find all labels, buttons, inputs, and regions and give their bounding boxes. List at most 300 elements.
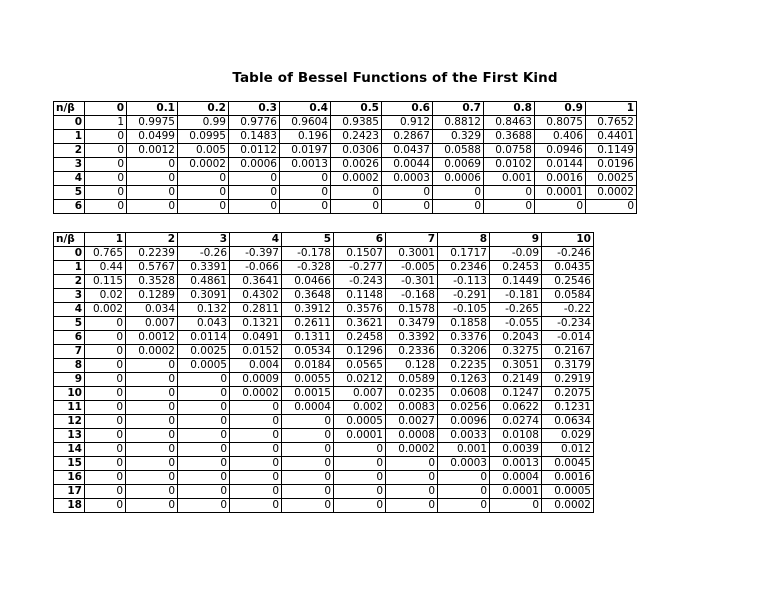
value-cell: 0.2423: [331, 130, 382, 144]
value-cell: 0.3275: [490, 345, 542, 359]
value-cell: 0.406: [535, 130, 586, 144]
value-cell: 0.196: [280, 130, 331, 144]
beta-header-cell: 1: [586, 102, 637, 116]
value-cell: 0.3688: [484, 130, 535, 144]
value-cell: 0.0045: [542, 457, 594, 471]
value-cell: 0: [484, 200, 535, 214]
value-cell: 0: [386, 457, 438, 471]
value-cell: 0.0005: [542, 485, 594, 499]
table-row: [54, 401, 594, 415]
value-cell: 0: [229, 200, 280, 214]
value-cell: 0: [126, 415, 178, 429]
value-cell: 0: [230, 457, 282, 471]
value-cell: 0.001: [438, 443, 490, 457]
value-cell: 0: [282, 443, 334, 457]
value-cell: 0.0001: [334, 429, 386, 443]
value-cell: 0: [282, 429, 334, 443]
value-cell: 0: [178, 387, 230, 401]
value-cell: 0.9776: [229, 116, 280, 130]
value-cell: 0: [282, 471, 334, 485]
order-n-cell: 4: [54, 172, 85, 186]
value-cell: 0.1449: [490, 275, 542, 289]
order-n-cell: 9: [54, 373, 85, 387]
value-cell: 0.3392: [386, 331, 438, 345]
table-row: [54, 130, 637, 144]
value-cell: 0: [127, 172, 178, 186]
value-cell: 0.2811: [230, 303, 282, 317]
value-cell: -0.066: [230, 261, 282, 275]
value-cell: 0: [178, 443, 230, 457]
value-cell: -0.301: [386, 275, 438, 289]
value-cell: 0.3479: [386, 317, 438, 331]
value-cell: -0.277: [334, 261, 386, 275]
value-cell: 0: [85, 331, 126, 345]
value-cell: 0: [334, 499, 386, 513]
value-cell: 0.0012: [127, 144, 178, 158]
value-cell: 0.0435: [542, 261, 594, 275]
value-cell: 0.1247: [490, 387, 542, 401]
value-cell: 0: [229, 172, 280, 186]
value-cell: 0.001: [484, 172, 535, 186]
value-cell: -0.265: [490, 303, 542, 317]
value-cell: 0.0144: [535, 158, 586, 172]
value-cell: 0.0534: [282, 345, 334, 359]
value-cell: 0: [85, 200, 127, 214]
value-cell: 0.115: [85, 275, 126, 289]
value-cell: 0.002: [85, 303, 126, 317]
value-cell: 0: [178, 172, 229, 186]
value-cell: 0.1717: [438, 247, 490, 261]
value-cell: 0: [382, 200, 433, 214]
table-row: [54, 429, 594, 443]
value-cell: -0.397: [230, 247, 282, 261]
value-cell: 0.0622: [490, 401, 542, 415]
value-cell: 0.02: [85, 289, 126, 303]
value-cell: 0.0002: [178, 158, 229, 172]
value-cell: 0.0002: [586, 186, 637, 200]
value-cell: 0.3912: [282, 303, 334, 317]
value-cell: 0.0608: [438, 387, 490, 401]
beta-header-cell: 9: [490, 233, 542, 247]
table-row: [54, 443, 594, 457]
value-cell: 0.0001: [535, 186, 586, 200]
value-cell: 0.0102: [484, 158, 535, 172]
order-n-cell: 6: [54, 200, 85, 214]
beta-header-cell: 2: [126, 233, 178, 247]
value-cell: 0.3391: [178, 261, 230, 275]
page-title: Table of Bessel Functions of the First Kind: [232, 70, 558, 86]
table-row: [54, 289, 594, 303]
value-cell: -0.246: [542, 247, 594, 261]
value-cell: 0.3641: [230, 275, 282, 289]
value-cell: 0: [438, 485, 490, 499]
corner-header-cell: n/β: [54, 102, 85, 116]
value-cell: 0.0039: [490, 443, 542, 457]
value-cell: 0.0466: [282, 275, 334, 289]
value-cell: 0.2149: [490, 373, 542, 387]
table-row: [54, 144, 637, 158]
value-cell: 0: [230, 471, 282, 485]
value-cell: 0.4401: [586, 130, 637, 144]
value-cell: -0.055: [490, 317, 542, 331]
value-cell: 0.1507: [334, 247, 386, 261]
value-cell: 0: [490, 499, 542, 513]
value-cell: 0.0013: [280, 158, 331, 172]
order-n-cell: 10: [54, 387, 85, 401]
value-cell: 0.2346: [438, 261, 490, 275]
value-cell: 0.0008: [386, 429, 438, 443]
value-cell: 0.0437: [382, 144, 433, 158]
value-cell: 0.005: [178, 144, 229, 158]
value-cell: 0: [126, 485, 178, 499]
value-cell: 0.8463: [484, 116, 535, 130]
table-row: [54, 471, 594, 485]
value-cell: 0: [127, 200, 178, 214]
value-cell: 0.0184: [282, 359, 334, 373]
beta-header-cell: 0.2: [178, 102, 229, 116]
value-cell: 0.7652: [586, 116, 637, 130]
beta-header-cell: 0.7: [433, 102, 484, 116]
value-cell: -0.113: [438, 275, 490, 289]
value-cell: 0: [386, 485, 438, 499]
order-n-cell: 16: [54, 471, 85, 485]
value-cell: 0.3091: [178, 289, 230, 303]
value-cell: 0: [386, 499, 438, 513]
value-cell: 0.0055: [282, 373, 334, 387]
value-cell: 0.0002: [126, 345, 178, 359]
value-cell: 0: [386, 471, 438, 485]
order-n-cell: 1: [54, 261, 85, 275]
value-cell: 0.0016: [535, 172, 586, 186]
value-cell: 0.3648: [282, 289, 334, 303]
value-cell: -0.014: [542, 331, 594, 345]
value-cell: 0.1321: [230, 317, 282, 331]
order-n-cell: 14: [54, 443, 85, 457]
order-n-cell: 13: [54, 429, 85, 443]
value-cell: 0.1231: [542, 401, 594, 415]
value-cell: 0.0995: [178, 130, 229, 144]
value-cell: 0: [85, 415, 126, 429]
value-cell: 0: [178, 485, 230, 499]
value-cell: 0: [85, 373, 126, 387]
beta-header-cell: 0.8: [484, 102, 535, 116]
value-cell: 0.1296: [334, 345, 386, 359]
value-cell: 0: [331, 186, 382, 200]
table-row: [54, 116, 637, 130]
value-cell: 0.0013: [490, 457, 542, 471]
table-row: [54, 172, 637, 186]
value-cell: 0.0584: [542, 289, 594, 303]
value-cell: 0: [126, 429, 178, 443]
value-cell: 0: [85, 429, 126, 443]
order-n-cell: 3: [54, 289, 85, 303]
value-cell: 0: [126, 499, 178, 513]
value-cell: 0.4302: [230, 289, 282, 303]
value-cell: 0: [85, 471, 126, 485]
beta-header-cell: 8: [438, 233, 490, 247]
value-cell: 0.2043: [490, 331, 542, 345]
value-cell: 0.034: [126, 303, 178, 317]
beta-header-cell: 4: [230, 233, 282, 247]
value-cell: 0: [230, 401, 282, 415]
value-cell: 0.2611: [282, 317, 334, 331]
value-cell: 0: [126, 401, 178, 415]
table-row: [54, 186, 637, 200]
value-cell: 0.1148: [334, 289, 386, 303]
value-cell: 0.1483: [229, 130, 280, 144]
value-cell: 0.1149: [586, 144, 637, 158]
value-cell: 0.0114: [178, 331, 230, 345]
value-cell: 0: [85, 485, 126, 499]
value-cell: 0.0003: [382, 172, 433, 186]
value-cell: 0.2919: [542, 373, 594, 387]
value-cell: 0.043: [178, 317, 230, 331]
value-cell: 0.2336: [386, 345, 438, 359]
value-cell: 0.0001: [490, 485, 542, 499]
value-cell: 0.0499: [127, 130, 178, 144]
header-row: [54, 102, 637, 116]
order-n-cell: 18: [54, 499, 85, 513]
value-cell: 0: [433, 186, 484, 200]
value-cell: 0: [178, 499, 230, 513]
table-row: [54, 317, 594, 331]
table-row: [54, 373, 594, 387]
value-cell: 0.912: [382, 116, 433, 130]
value-cell: 0.0196: [586, 158, 637, 172]
value-cell: 0: [126, 471, 178, 485]
value-cell: 0: [85, 387, 126, 401]
value-cell: -0.328: [282, 261, 334, 275]
value-cell: 0.0197: [280, 144, 331, 158]
order-n-cell: 0: [54, 116, 85, 130]
order-n-cell: 15: [54, 457, 85, 471]
value-cell: 0.0588: [433, 144, 484, 158]
value-cell: 0.2167: [542, 345, 594, 359]
value-cell: 0.9385: [331, 116, 382, 130]
table-row: [54, 499, 594, 513]
value-cell: 0.3051: [490, 359, 542, 373]
table-row: [54, 387, 594, 401]
value-cell: 0: [127, 186, 178, 200]
value-cell: -0.09: [490, 247, 542, 261]
value-cell: 0: [85, 457, 126, 471]
beta-header-cell: 1: [85, 233, 126, 247]
bessel-table-large-beta: [53, 232, 594, 513]
value-cell: 0: [282, 499, 334, 513]
value-cell: 0.0027: [386, 415, 438, 429]
order-n-cell: 11: [54, 401, 85, 415]
value-cell: 0.329: [433, 130, 484, 144]
value-cell: 0.8812: [433, 116, 484, 130]
value-cell: 0.0004: [490, 471, 542, 485]
value-cell: 0.0015: [282, 387, 334, 401]
value-cell: 0: [230, 443, 282, 457]
beta-header-cell: 0.4: [280, 102, 331, 116]
value-cell: 0.0002: [331, 172, 382, 186]
value-cell: 0: [535, 200, 586, 214]
value-cell: -0.26: [178, 247, 230, 261]
value-cell: 0: [438, 471, 490, 485]
value-cell: 0.0589: [386, 373, 438, 387]
value-cell: 0.0004: [282, 401, 334, 415]
value-cell: 0.1578: [386, 303, 438, 317]
value-cell: 0.0235: [386, 387, 438, 401]
value-cell: 0: [230, 415, 282, 429]
corner-header-cell: n/β: [54, 233, 85, 247]
table-row: [54, 247, 594, 261]
value-cell: 0: [230, 485, 282, 499]
order-n-cell: 3: [54, 158, 85, 172]
value-cell: 0: [85, 359, 126, 373]
value-cell: 0.2239: [126, 247, 178, 261]
value-cell: 0.1311: [282, 331, 334, 345]
order-n-cell: 6: [54, 331, 85, 345]
value-cell: 0.029: [542, 429, 594, 443]
value-cell: 0: [230, 499, 282, 513]
beta-header-cell: 0.9: [535, 102, 586, 116]
table-row: [54, 359, 594, 373]
table-row: [54, 331, 594, 345]
value-cell: 0.0212: [334, 373, 386, 387]
value-cell: 0.0033: [438, 429, 490, 443]
value-cell: 0.0491: [230, 331, 282, 345]
beta-header-cell: 7: [386, 233, 438, 247]
order-n-cell: 4: [54, 303, 85, 317]
value-cell: -0.168: [386, 289, 438, 303]
value-cell: 0: [282, 485, 334, 499]
value-cell: 0.99: [178, 116, 229, 130]
value-cell: 0.5767: [126, 261, 178, 275]
value-cell: 0: [85, 317, 126, 331]
value-cell: 0: [282, 457, 334, 471]
value-cell: 0: [282, 415, 334, 429]
beta-header-cell: 10: [542, 233, 594, 247]
value-cell: 0.2453: [490, 261, 542, 275]
order-n-cell: 2: [54, 275, 85, 289]
value-cell: 0.002: [334, 401, 386, 415]
value-cell: 0: [127, 158, 178, 172]
value-cell: 0.765: [85, 247, 126, 261]
value-cell: -0.291: [438, 289, 490, 303]
value-cell: 0.0005: [178, 359, 230, 373]
value-cell: 0.0069: [433, 158, 484, 172]
value-cell: 0.0002: [386, 443, 438, 457]
table-row: [54, 485, 594, 499]
table-row: [54, 345, 594, 359]
order-n-cell: 5: [54, 317, 85, 331]
table-row: [54, 275, 594, 289]
table-row: [54, 457, 594, 471]
order-n-cell: 1: [54, 130, 85, 144]
value-cell: 0: [178, 415, 230, 429]
value-cell: 0: [484, 186, 535, 200]
value-cell: -0.178: [282, 247, 334, 261]
order-n-cell: 0: [54, 247, 85, 261]
value-cell: 0.2075: [542, 387, 594, 401]
value-cell: 0: [85, 186, 127, 200]
value-cell: 0: [331, 200, 382, 214]
value-cell: 0.0758: [484, 144, 535, 158]
value-cell: 0.0006: [433, 172, 484, 186]
value-cell: 0.0005: [334, 415, 386, 429]
value-cell: 0.2546: [542, 275, 594, 289]
value-cell: 0.0152: [230, 345, 282, 359]
value-cell: 0: [334, 471, 386, 485]
value-cell: 0: [85, 345, 126, 359]
value-cell: 0.0256: [438, 401, 490, 415]
value-cell: 0: [178, 373, 230, 387]
value-cell: 0: [85, 144, 127, 158]
table-row: [54, 415, 594, 429]
beta-header-cell: 0.3: [229, 102, 280, 116]
value-cell: 0.0306: [331, 144, 382, 158]
value-cell: 0: [85, 499, 126, 513]
value-cell: 0: [178, 200, 229, 214]
beta-header-cell: 3: [178, 233, 230, 247]
value-cell: 0: [178, 429, 230, 443]
value-cell: 0: [126, 457, 178, 471]
value-cell: 0.3576: [334, 303, 386, 317]
value-cell: 0.3528: [126, 275, 178, 289]
beta-header-cell: 0.5: [331, 102, 382, 116]
value-cell: 0.0012: [126, 331, 178, 345]
bessel-table-small-beta: [53, 101, 637, 214]
value-cell: 0.44: [85, 261, 126, 275]
value-cell: 0: [334, 443, 386, 457]
value-cell: 0.4861: [178, 275, 230, 289]
value-cell: 0.0002: [230, 387, 282, 401]
value-cell: 0.0565: [334, 359, 386, 373]
header-row: [54, 233, 594, 247]
value-cell: 0.0026: [331, 158, 382, 172]
value-cell: 0: [126, 359, 178, 373]
value-cell: 0: [280, 172, 331, 186]
value-cell: -0.243: [334, 275, 386, 289]
value-cell: 0: [178, 457, 230, 471]
value-cell: 0.0044: [382, 158, 433, 172]
value-cell: 0: [433, 200, 484, 214]
value-cell: 0: [85, 443, 126, 457]
value-cell: 0.0108: [490, 429, 542, 443]
value-cell: 0: [230, 429, 282, 443]
value-cell: -0.22: [542, 303, 594, 317]
value-cell: 0.3179: [542, 359, 594, 373]
value-cell: 0.0025: [586, 172, 637, 186]
value-cell: 0: [438, 499, 490, 513]
beta-header-cell: 0.1: [127, 102, 178, 116]
value-cell: 0: [126, 373, 178, 387]
value-cell: 0.0634: [542, 415, 594, 429]
value-cell: -0.005: [386, 261, 438, 275]
value-cell: 0.0096: [438, 415, 490, 429]
order-n-cell: 12: [54, 415, 85, 429]
value-cell: 0.1858: [438, 317, 490, 331]
value-cell: 0: [85, 158, 127, 172]
value-cell: 0.8075: [535, 116, 586, 130]
value-cell: 1: [85, 116, 127, 130]
value-cell: 0.0025: [178, 345, 230, 359]
value-cell: 0: [126, 387, 178, 401]
value-cell: 0.0083: [386, 401, 438, 415]
value-cell: 0.0002: [542, 499, 594, 513]
beta-header-cell: 5: [282, 233, 334, 247]
value-cell: 0: [334, 485, 386, 499]
value-cell: 0.3001: [386, 247, 438, 261]
value-cell: 0.1263: [438, 373, 490, 387]
value-cell: 0.0003: [438, 457, 490, 471]
value-cell: 0.2235: [438, 359, 490, 373]
value-cell: 0.1289: [126, 289, 178, 303]
